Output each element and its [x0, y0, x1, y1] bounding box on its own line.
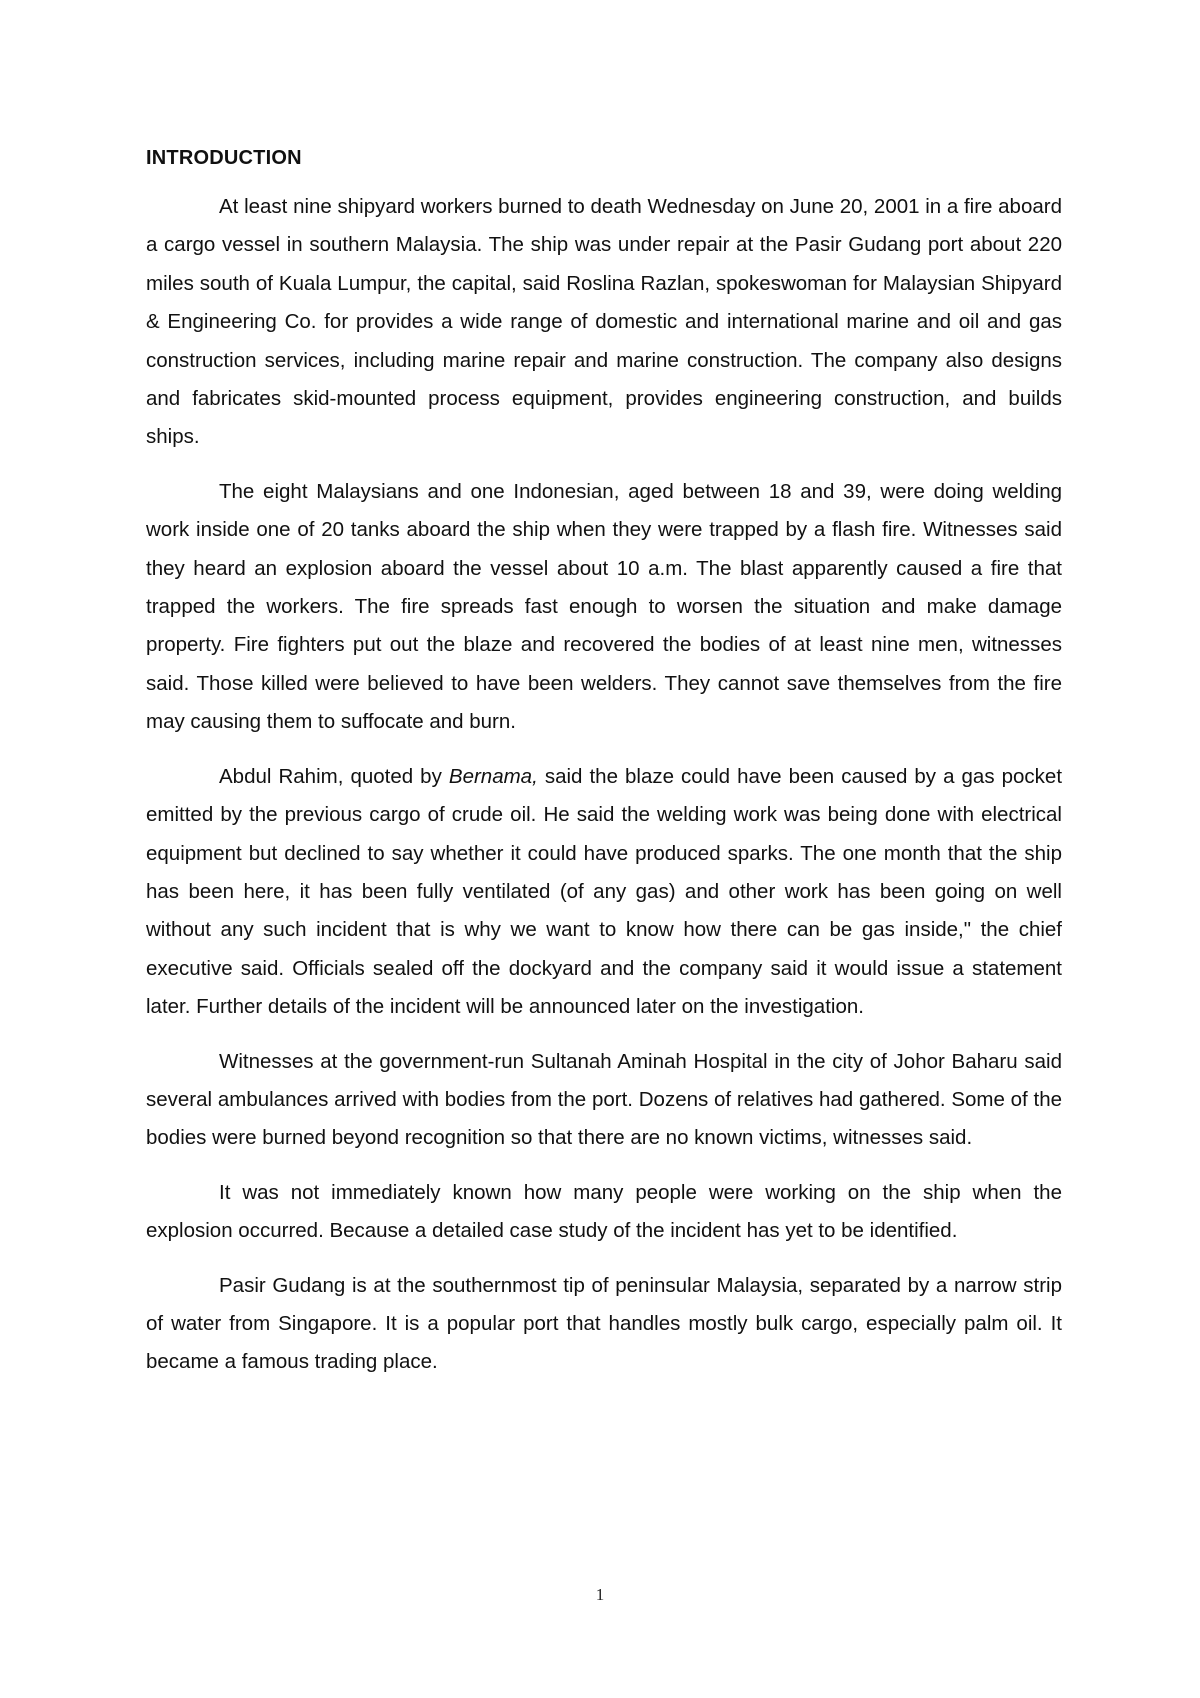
paragraph-4: Witnesses at the government-run Sultanah Aminah Hospital in the city of Johor Baharu said several ambulances arrived with bodies from the port. Dozens of relatives had gathered. Some of the bodies were burned beyond recognition so that there are no known victims, witnesses said. [146, 1049, 1062, 1150]
paragraph-3-body: said the blaze could have been caused by a gas pocket emitted by the previous cargo of crude oil. He said the welding work was being done with electrical equipment but declined to say whether it could have produced sparks. The one month that the ship has been here, it has been fully ventilated (of any gas) and other work has been going on well without any such incident that is why we want to know how there can be gas inside," the chief executive said. Officials sealed off the dockyard and the company said it would issue a statement later. Further details of the incident will be announced later on the investigation. [146, 764, 1063, 1019]
paragraph-5: It was not immediately known how many people were working on the ship when the explosion occurred. Because a detailed case study of the incident has yet to be identified. [146, 1180, 1062, 1243]
page-number: 1 [595, 1585, 605, 1604]
paragraph-3 [146, 758, 1062, 1027]
paragraph-2: The eight Malaysians and one Indonesian, aged between 18 and 39, were doing welding work inside one of 20 tanks aboard the ship when they were trapped by a flash fire. Witnesses said they heard an explosion aboard the vessel about 10 a.m. The blast apparently caused a fire that trapped the workers. The fire spreads fast enough to worsen the situation and make damage property. Fire fighters put out the blaze and recovered the bodies of at least nine men, witnesses said. Those killed were believed to have been welders. They cannot save themselves from the fire may causing them to suffocate and burn. [146, 479, 1062, 734]
page-content [146, 144, 1062, 1398]
paragraph-1: At least nine shipyard workers burned to death Wednesday on June 20, 2001 in a fire aboard a cargo vessel in southern Malaysia. The ship was under repair at the Pasir Gudang port about 220 miles south of Kuala Lumpur, the capital, said Roslina Razlan, spokeswoman for Malaysian Shipyard & Engineering Co. for provides a wide range of domestic and international marine and oil and gas construction services, including marine repair and marine construction. The company also designs and fabricates skid-mounted process equipment, provides engineering construction, and builds ships. [146, 195, 1062, 449]
paragraph-3-lead: Abdul Rahim, quoted by [219, 764, 449, 788]
paragraph-6: Pasir Gudang is at the southernmost tip of peninsular Malaysia, separated by a narrow strip of water from Singapore. It is a popular port that handles mostly bulk cargo, especially palm oil. It became a famous trading place. [146, 1273, 1062, 1374]
section-heading: INTRODUCTION [146, 147, 302, 169]
source-name-italic: Bernama, [448, 764, 538, 788]
